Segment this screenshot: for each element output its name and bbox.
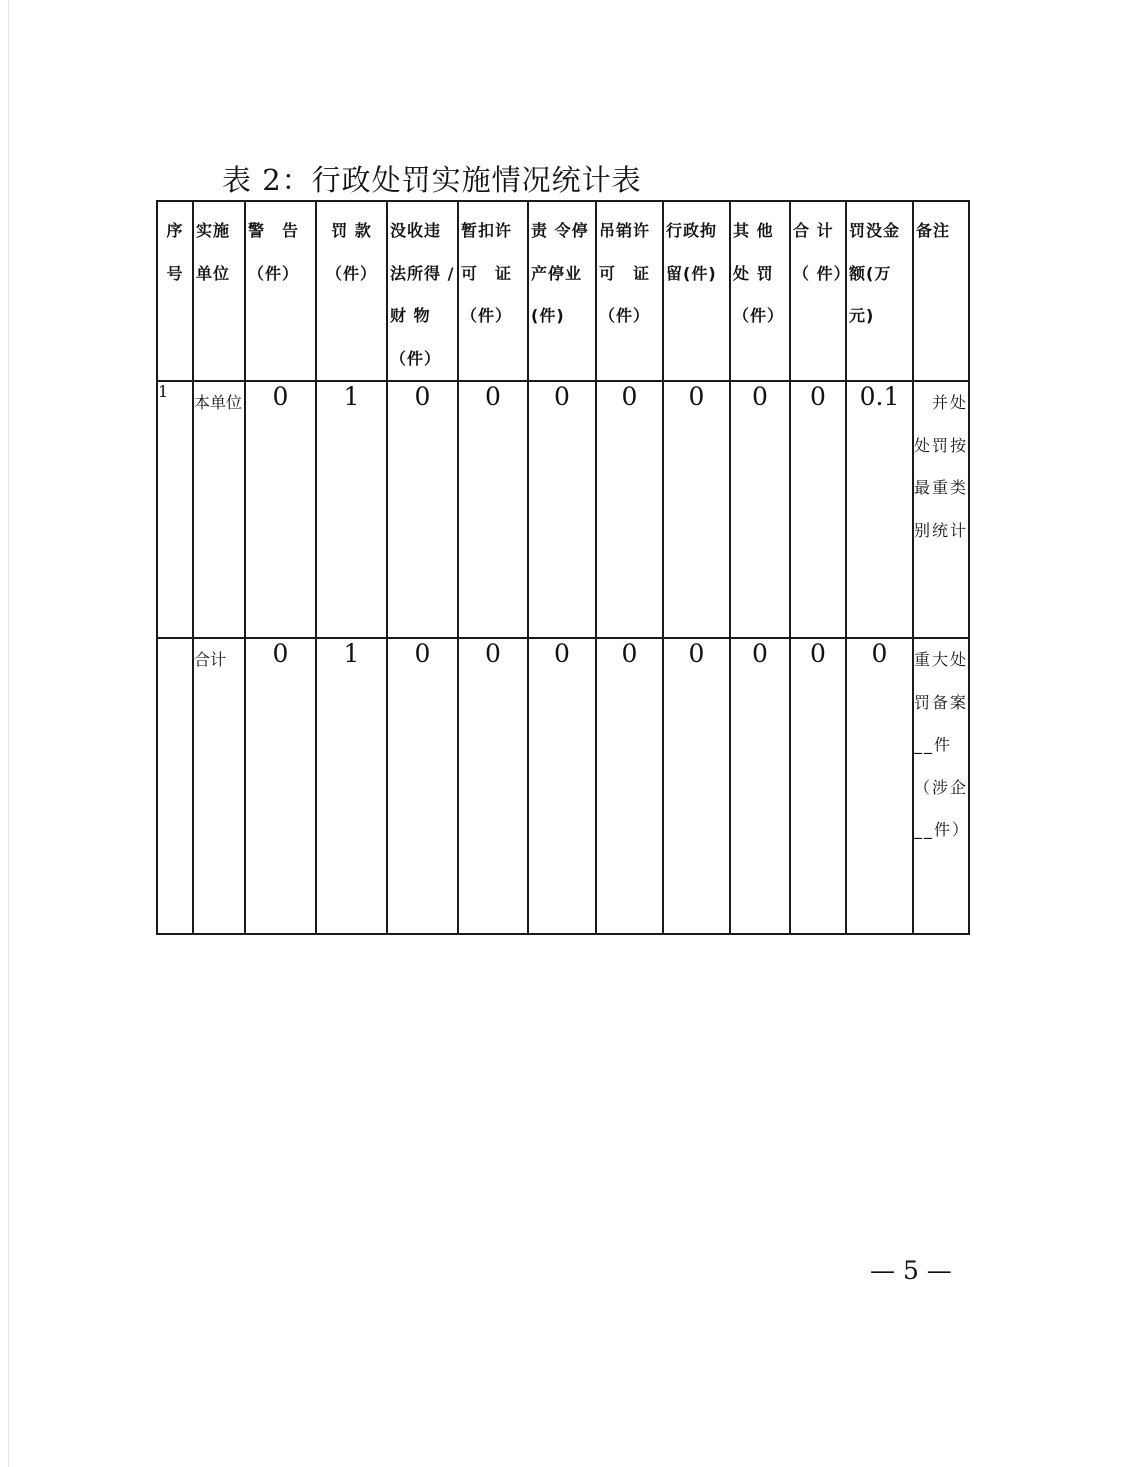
row-suspend-license: 0 <box>458 381 528 638</box>
header-suspend-license: 暂扣许可 证（件） <box>461 221 513 325</box>
row-revoke-license: 0 <box>596 381 663 638</box>
row-amount: 0.1 <box>846 381 913 638</box>
total-suspend-license: 0 <box>458 638 528 934</box>
header-cell-order-stop <box>528 201 596 381</box>
row-order-stop: 0 <box>528 381 596 638</box>
header-total: 合 计（ 件） <box>793 221 851 283</box>
row-fine: 1 <box>316 381 387 638</box>
header-cell-seq <box>157 201 193 381</box>
row-confiscate: 0 <box>387 381 458 638</box>
header-cell-revoke-license <box>596 201 663 381</box>
total-fine: 1 <box>316 638 387 934</box>
header-cell-note <box>913 201 969 381</box>
header-seq: 序号 <box>166 221 184 283</box>
row-detention: 0 <box>663 381 730 638</box>
header-cell-other <box>730 201 790 381</box>
total-confiscate: 0 <box>387 638 458 934</box>
page-edge <box>8 0 9 1467</box>
total-revoke-license: 0 <box>596 638 663 934</box>
header-unit: 实施单位 <box>196 221 231 283</box>
header-amount: 罚没金额(万元) <box>849 221 901 325</box>
table-title: 表 2：行政处罚实施情况统计表 <box>222 163 642 197</box>
total-warning: 0 <box>245 638 316 934</box>
header-cell-warning <box>245 201 316 381</box>
total-seq <box>157 638 193 934</box>
total-order-stop: 0 <box>528 638 596 934</box>
header-cell-amount <box>846 201 913 381</box>
header-note: 备注 <box>916 221 951 240</box>
row-note: 并处处罚按最重类别统计 <box>913 381 969 638</box>
table-row <box>157 381 969 638</box>
total-total: 0 <box>790 638 846 934</box>
total-detention: 0 <box>663 638 730 934</box>
header-revoke-license: 吊销许可 证（件） <box>599 221 651 325</box>
total-note: 重大处罚备案__件（涉企__件） <box>913 638 969 934</box>
header-detention: 行政拘留(件) <box>666 221 718 283</box>
header-fine: 罚 款（件） <box>325 221 377 283</box>
header-cell-suspend-license <box>458 201 528 381</box>
row-warning: 0 <box>245 381 316 638</box>
header-confiscate: 没收违法所得 / 财 物（件） <box>390 221 455 368</box>
row-other: 0 <box>730 381 790 638</box>
header-cell-unit <box>193 201 245 381</box>
total-other: 0 <box>730 638 790 934</box>
header-cell-detention <box>663 201 730 381</box>
header-warning: 警 告（件） <box>248 221 300 283</box>
header-cell-fine <box>316 201 387 381</box>
header-order-stop: 责 令停产停业(件) <box>531 221 589 325</box>
total-amount: 0 <box>846 638 913 934</box>
header-row <box>157 201 969 381</box>
header-cell-total <box>790 201 851 381</box>
row-unit: 本单位 <box>193 381 245 638</box>
row-seq: 1 <box>157 381 193 638</box>
table-row-total <box>157 638 969 934</box>
row-total: 0 <box>790 381 846 638</box>
header-other: 其 他处 罚（件） <box>733 221 785 325</box>
total-unit: 合计 <box>193 638 245 934</box>
penalty-statistics-table <box>156 200 970 935</box>
header-cell-confiscate <box>387 201 458 381</box>
page-number: — 5 — <box>870 1256 952 1285</box>
